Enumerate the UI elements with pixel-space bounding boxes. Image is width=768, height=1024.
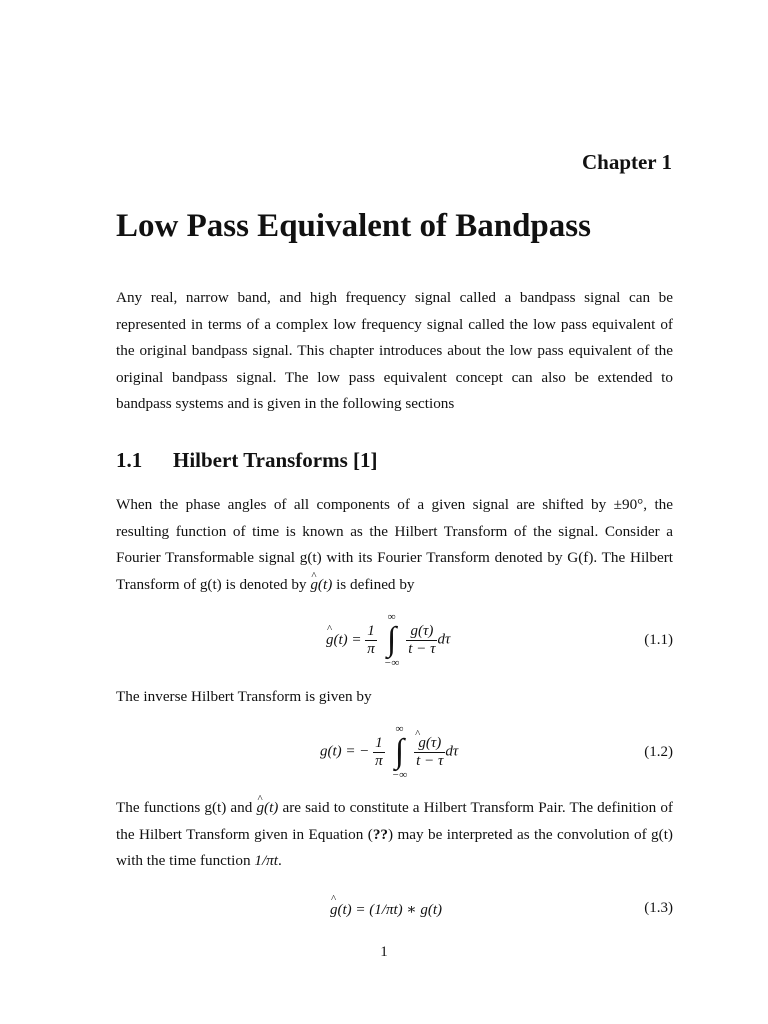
pair-paragraph-text-b: are said to constitute a Hilbert Transform Pair. The definition of the Hilbert Transform given in Equation ( [116,799,673,843]
equation-1-1-lhs: ^ g(t) = [326,632,362,649]
equation-1-2-fraction [414,735,445,770]
hilbert-paragraph-math: ^ g(t) [310,572,332,599]
inverse-paragraph: The inverse Hilbert Transform is given by [116,688,372,705]
pair-paragraph-text-c: ) may be interpreted as the convolution of g(t) with the time function [116,825,673,869]
hilbert-paragraph-text-a: When the phase angles of all components of a given signal are shifted by ±90°, the resulting function of time is known as the Hilbert Transform of the signal. Consider a Fourier Transformable signal g(t) with its Fourier Transform denoted by G(f). The Hilbert Transform of g(t) is denoted by [116,496,673,593]
equation-1-3 [116,900,673,922]
hilbert-paragraph-text-b: is defined by [332,575,415,593]
equation-1-3-body [330,900,442,919]
equation-1-2 [116,724,673,784]
integral-lower: −∞ [391,769,408,781]
integral-sign: ∞ ∫ −∞ [388,724,410,780]
equation-reference: ?? [372,825,388,843]
fraction-denominator: t − τ [408,640,436,657]
pair-paragraph [116,795,673,875]
equation-1-2-coef [373,735,385,770]
equation-1-1 [116,612,673,672]
integral-upper: ∞ [395,723,404,735]
equation-1-2-tail: dτ [445,743,459,760]
equation-1-1-coef [365,623,377,658]
integral-lower: −∞ [383,657,400,669]
equation-1-2-lhs: g(t) = − [320,743,370,760]
section-title: Hilbert Transforms [1] [173,448,378,472]
page-number: 1 [380,944,388,960]
equation-1-2-label: (1.2) [644,744,673,760]
hilbert-paragraph [116,492,673,598]
coef-denominator: π [375,752,383,769]
fraction-numerator: g(τ) [410,622,434,639]
equation-1-1-tail: dτ [437,631,451,648]
pair-paragraph-math: ^ g(t) [256,795,278,822]
fraction-numerator: ^ g(τ) [414,735,445,752]
coef-numerator: 1 [375,734,383,751]
fraction-denominator: t − τ [416,752,444,769]
integral-upper: ∞ [387,611,396,623]
equation-1-3-label: (1.3) [644,900,673,916]
equation-1-3-rhs: = (1/πt) ∗ g(t) [351,902,442,918]
equation-1-2-body [320,724,458,780]
section-heading [116,448,378,473]
chapter-label: Chapter 1 [581,150,672,174]
coef-denominator: π [367,640,375,657]
equation-1-3-lhs: ^ g(t) [330,902,352,919]
equation-1-1-fraction [406,623,437,658]
equation-1-1-body [326,612,450,668]
pair-paragraph-text-a: The functions g(t) and [116,799,257,816]
section-number: 1.1 [116,448,143,472]
pair-paragraph-text-d: . [278,852,282,869]
chapter-title: Low Pass Equivalent of Bandpass [116,208,591,244]
pair-paragraph-math2: 1/πt [254,852,279,869]
equation-1-1-label: (1.1) [644,632,673,648]
intro-paragraph: Any real, narrow band, and high frequency signal called a bandpass signal can be represented in terms of a complex low frequency signal called the low pass equivalent of the original bandpass signal. This chapter introduces about the low pass equivalent of the original bandpass signal. The low pass equivalent concept can also be extended to bandpass systems and is given in the following sections [116,289,673,412]
coef-numerator: 1 [367,622,375,639]
integral-sign: ∞ ∫ −∞ [381,612,403,668]
